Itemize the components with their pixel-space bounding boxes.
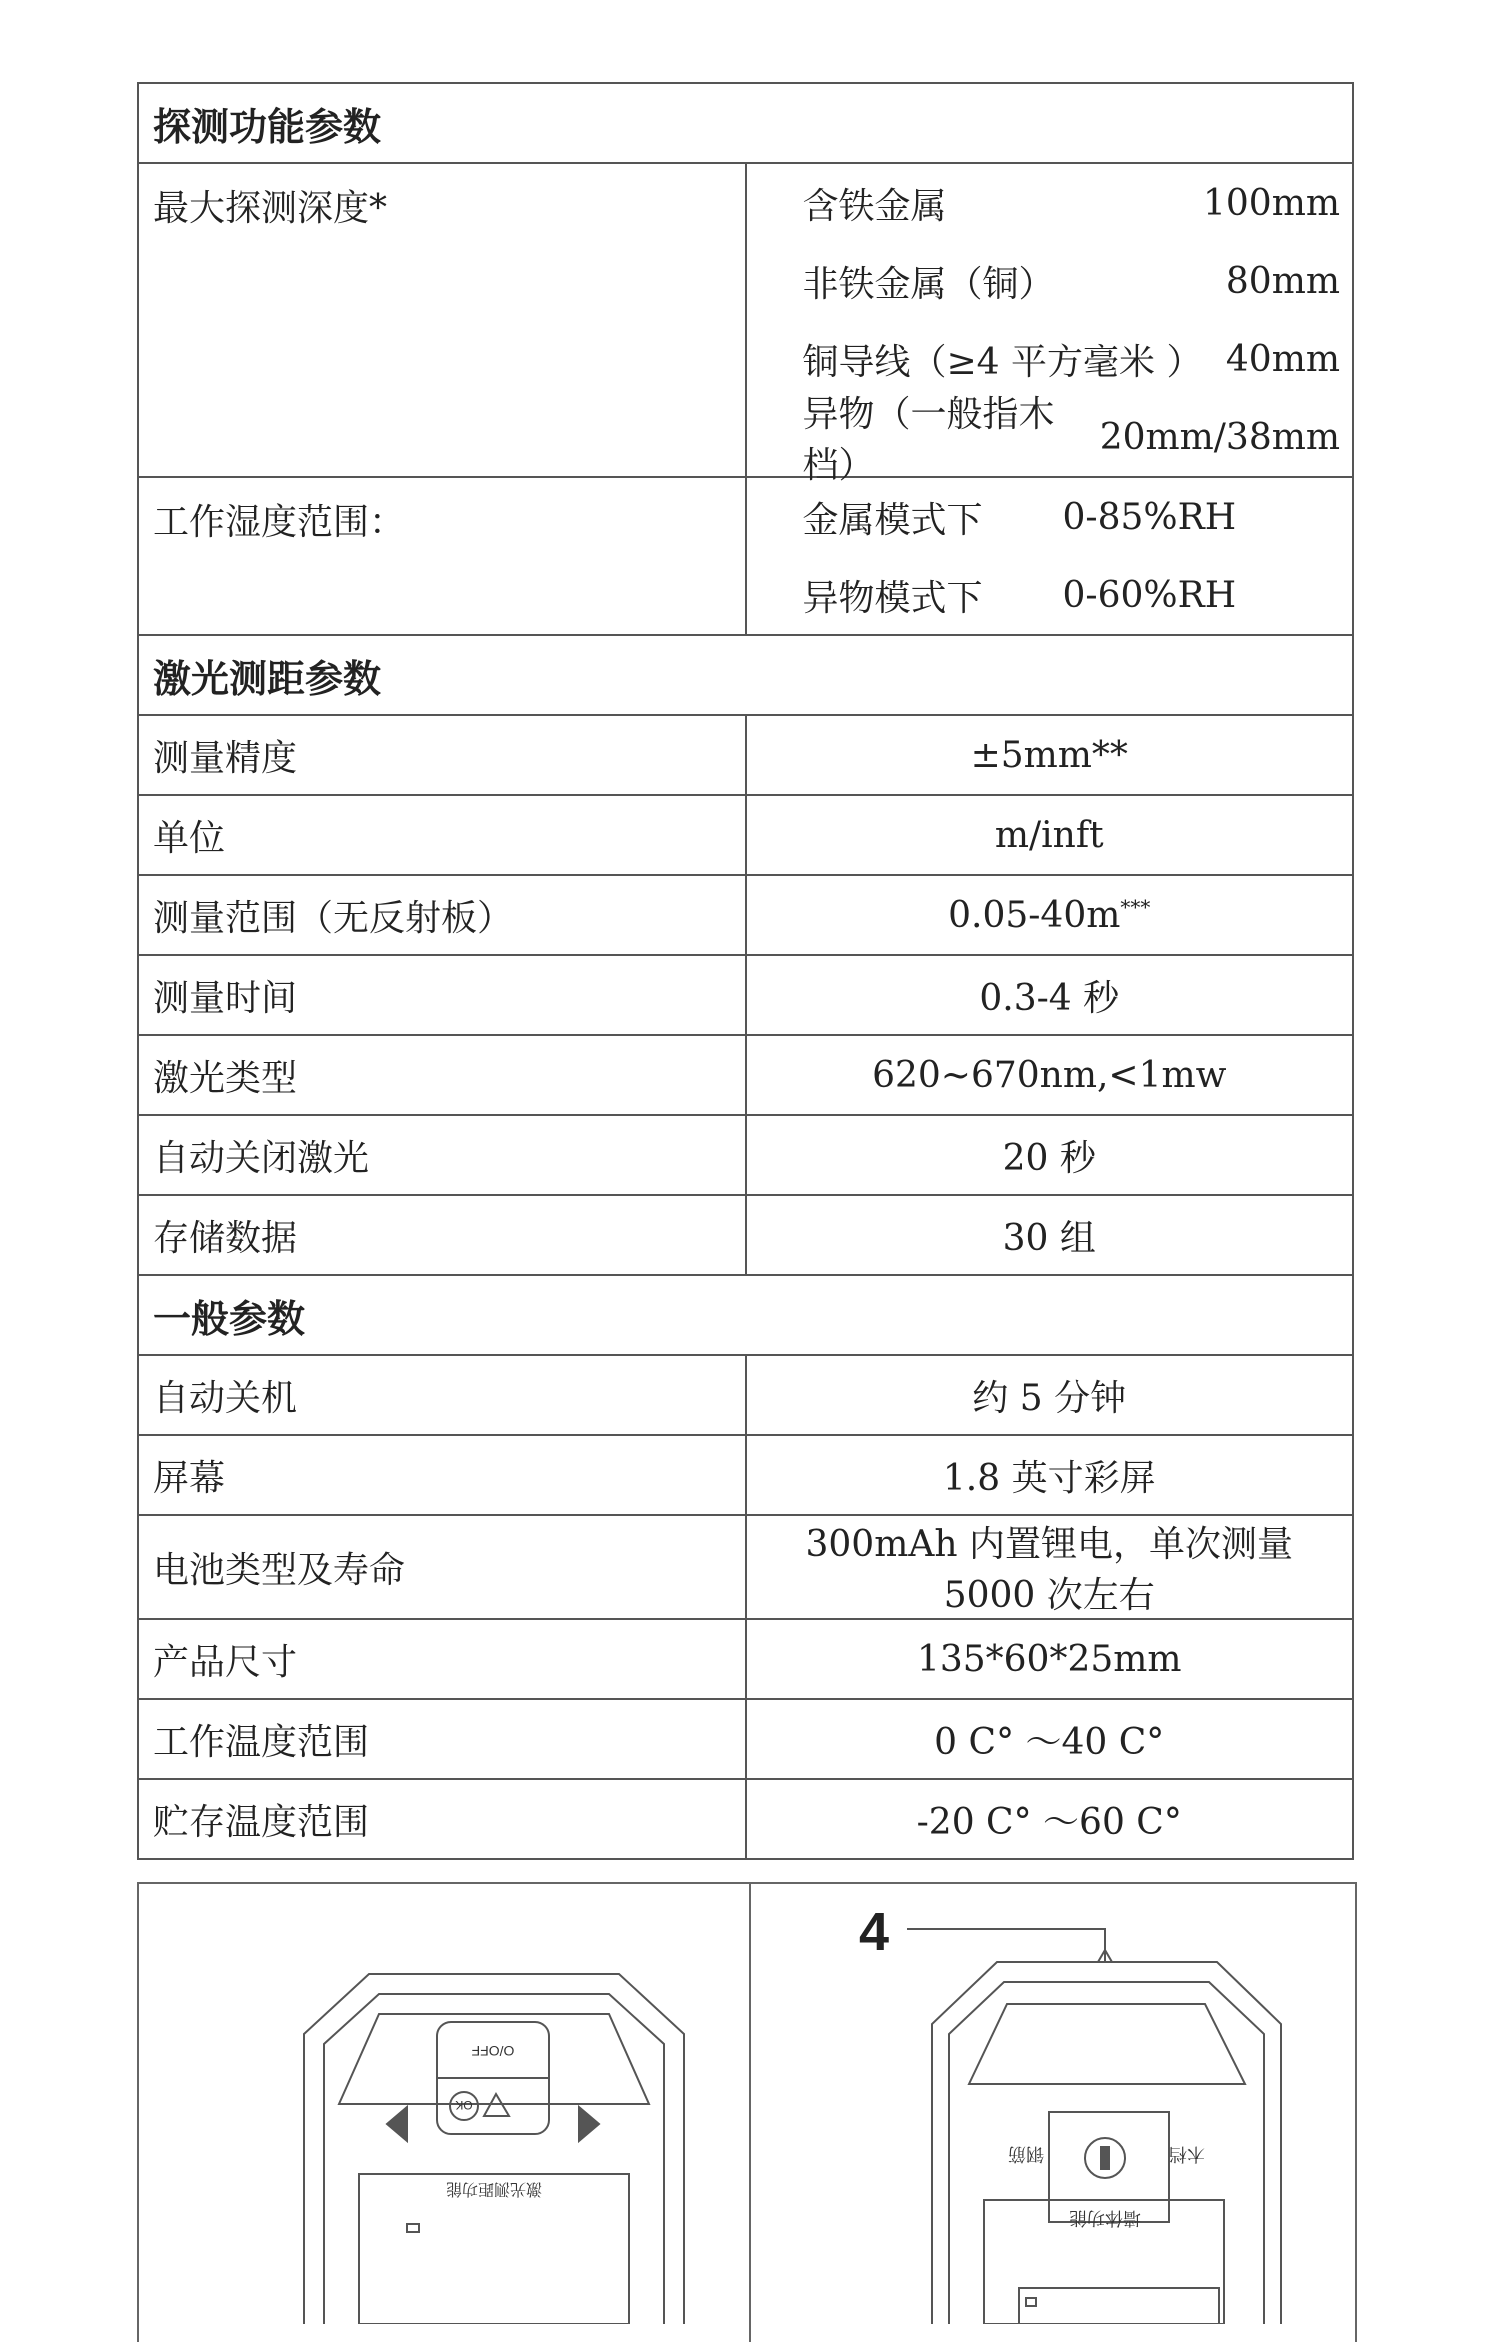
section-title: 一般参数: [138, 1275, 1353, 1355]
item-name: 非铁金属（铜）: [802, 263, 1055, 305]
spec-row: [138, 875, 1353, 955]
item-name: 含铁金属: [802, 185, 947, 227]
row-label: 最大探测深度*: [138, 163, 746, 477]
row-label: 自动关闭激光: [138, 1115, 746, 1195]
row-label: 测量精度: [138, 715, 746, 795]
spec-row: [138, 715, 1353, 795]
stud-mode-label: 木档: [1169, 2144, 1205, 2164]
row-value: ±5mm**: [746, 715, 1354, 795]
row-value: 0.05-40m: [948, 894, 1121, 936]
row-label: 工作温度范围: [138, 1699, 746, 1779]
screen-label: 墙体功能: [1069, 2208, 1141, 2228]
row-value: 135*60*25mm: [746, 1619, 1354, 1699]
spec-row: [138, 1195, 1353, 1275]
item-value: 0-60%RH: [1062, 574, 1237, 616]
row-value-cell: [746, 875, 1354, 955]
footnote-mark: ***: [1120, 894, 1151, 919]
max-depth-values: [746, 163, 1354, 486]
row-value: 20 秒: [746, 1115, 1354, 1195]
depth-item: [747, 394, 1353, 486]
humidity-item: [747, 556, 1353, 634]
item-name: 金属模式下: [802, 499, 983, 541]
section-detection: [138, 83, 1353, 163]
item-name: 异物（一般指木档）: [802, 394, 1055, 486]
spec-row: [138, 955, 1353, 1035]
row-label: 产品尺寸: [138, 1619, 746, 1699]
spec-row: [138, 1355, 1353, 1435]
row-value: 0.3-4 秒: [746, 955, 1354, 1035]
row-value: 0 C° ～40 C°: [746, 1699, 1354, 1779]
callout-line: [907, 1929, 1105, 1962]
left-arrow-icon: [387, 2107, 407, 2141]
humidity-item: [747, 478, 1353, 556]
device-diagram: [139, 1884, 1355, 2324]
spec-row: [138, 1515, 1353, 1619]
battery-icon: [407, 2224, 419, 2232]
row-value: 30 组: [746, 1195, 1354, 1275]
row-label: 屏幕: [138, 1435, 746, 1515]
spec-row: [138, 1435, 1353, 1515]
section-title: 激光测距参数: [138, 635, 1353, 715]
row-value: 1.8 英寸彩屏: [746, 1435, 1354, 1515]
humidity-values: [746, 477, 1354, 635]
row-value: m/inft: [746, 795, 1354, 875]
row-value: 300mAh 内置锂电，单次测量 5000 次左右: [746, 1515, 1354, 1619]
row-label: 测量范围（无反射板）: [138, 875, 746, 955]
depth-item: [747, 164, 1353, 242]
row-value: -20 C° ～60 C°: [746, 1779, 1354, 1859]
spec-row: [138, 1779, 1353, 1859]
humidity-row: [138, 477, 1353, 635]
power-key-label: O/OFF: [471, 2043, 515, 2059]
row-label: 贮存温度范围: [138, 1779, 746, 1859]
spec-row: [138, 1699, 1353, 1779]
row-value: 约 5 分钟: [746, 1355, 1354, 1435]
callout-number: 4: [858, 1902, 890, 1962]
item-name: 异物模式下: [802, 577, 983, 619]
row-label: 自动关机: [138, 1355, 746, 1435]
spec-row: [138, 1619, 1353, 1699]
row-value: 620~670nm,<1mw: [746, 1035, 1354, 1115]
ok-key-label: OK: [455, 2098, 473, 2112]
depth-item: [747, 242, 1353, 320]
row-label: 电池类型及寿命: [138, 1515, 746, 1619]
left-device: [304, 1974, 684, 2324]
screen-inner: [1019, 2288, 1219, 2324]
rebar-mode-label: 钢筋: [1008, 2144, 1044, 2164]
battery-icon: [1026, 2298, 1036, 2306]
item-name: 铜导线（≥4 平方毫米 ）: [802, 341, 1203, 383]
item-value: 80mm: [1225, 260, 1340, 302]
spec-row: [138, 1035, 1353, 1115]
item-value: 20mm/38mm: [1099, 416, 1340, 458]
screen-label: 激光测距功能: [445, 2180, 543, 2197]
row-label: 工作湿度范围：: [138, 477, 746, 635]
row-label: 激光类型: [138, 1035, 746, 1115]
right-device: [859, 1902, 1281, 2324]
section-laser: [138, 635, 1353, 715]
item-value: 40mm: [1225, 338, 1340, 380]
max-depth-row: [138, 163, 1353, 477]
section-title: 探测功能参数: [138, 83, 1353, 163]
row-label: 单位: [138, 795, 746, 875]
spec-row: [138, 795, 1353, 875]
section-general: [138, 1275, 1353, 1355]
row-label: 测量时间: [138, 955, 746, 1035]
item-value: 100mm: [1203, 182, 1340, 224]
row-label: 存储数据: [138, 1195, 746, 1275]
right-arrow-icon: [579, 2107, 599, 2141]
device-diagram-figure: [137, 1882, 1357, 2342]
item-value: 0-85%RH: [1062, 496, 1237, 538]
spec-table: [137, 82, 1354, 1860]
spec-row: [138, 1115, 1353, 1195]
